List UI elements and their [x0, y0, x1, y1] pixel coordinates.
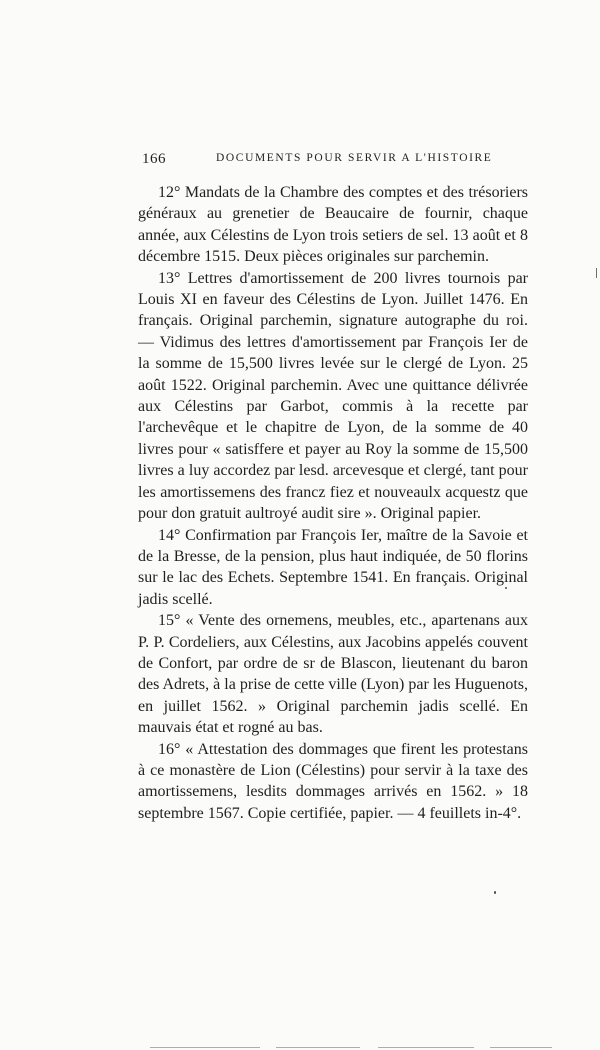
page-number: 166 — [142, 151, 166, 167]
scan-artifact-dot — [494, 891, 496, 894]
page-header — [130, 151, 493, 173]
page-edge-mark — [150, 1047, 260, 1048]
paragraph-item-13: 13° Lettres d'amortissement de 200 livres tournois par Louis XI en faveur des Célestins de Lyon. Juillet 1476. En français. Original parchemin, signature autographe du roi. — Vidimus des lettres d'amortissement par François Ier de la somme de 15,500 livres levée sur le clergé de Lyon. 25 août 1522. Original parchemin. Avec une quittance délivrée aux Célestins par Garbot, commis à la recette par l'archevêque et le chapitre de Lyon, de la somme de 40 livres pour « satisffere et payer au Roy la somme de 15,500 livres a luy accordez par lesd. arcevesque et clergé, tant pour les amortissemens des francz fiez et nouveaulx acquestz que pour don gratuit aultroyé audit sire ». Original papier. — [138, 269, 528, 523]
page-edge-mark — [378, 1047, 474, 1048]
scan-artifact-mark — [596, 268, 597, 278]
paragraph-item-16: 16° « Attestation des dommages que firent les protestans à ce monastère de Lion (Célestins) pour servir à la taxe des amortissemens, lesdits dommages arrivés en 1562. » 18 septembre 1567. Copie certifiée, papier. — 4 feuillets in-4°. — [138, 740, 528, 822]
page-body — [138, 182, 528, 824]
running-title: DOCUMENTS POUR SERVIR A L'HISTOIRE — [216, 152, 493, 164]
paragraph-item-12: 12° Mandats de la Chambre des comptes et des trésoriers généraux au grenetier de Beaucaire de fournir, chaque année, aux Célestins de Lyon trois setiers de sel. 13 août et 8 décembre 1515. Deux pièces originales sur parchemin. — [138, 184, 528, 266]
paragraph-item-14: 14° Confirmation par François Ier, maître de la Savoie et de la Bresse, de la pension, plus haut indiquée, de 50 florins sur le lac des Echets. Septembre 1541. En français. Original jadis scellé. — [138, 526, 528, 608]
scan-artifact-dot — [505, 587, 507, 589]
paragraph-item-15: 15° « Vente des ornemens, meubles, etc., apartenans aux P. P. Cordeliers, aux Célestins, aux Jacobins appelés couvent de Confort, par ordre de sr de Blascon, lieutenant du baron des Adrets, à la prise de cette ville (Lyon) par les Huguenots, en juillet 1562. » Original parchemin jadis scellé. En mauvais état et rogné au bas. — [138, 612, 528, 737]
page-edge-mark — [276, 1047, 360, 1048]
page-edge-mark — [490, 1047, 552, 1048]
